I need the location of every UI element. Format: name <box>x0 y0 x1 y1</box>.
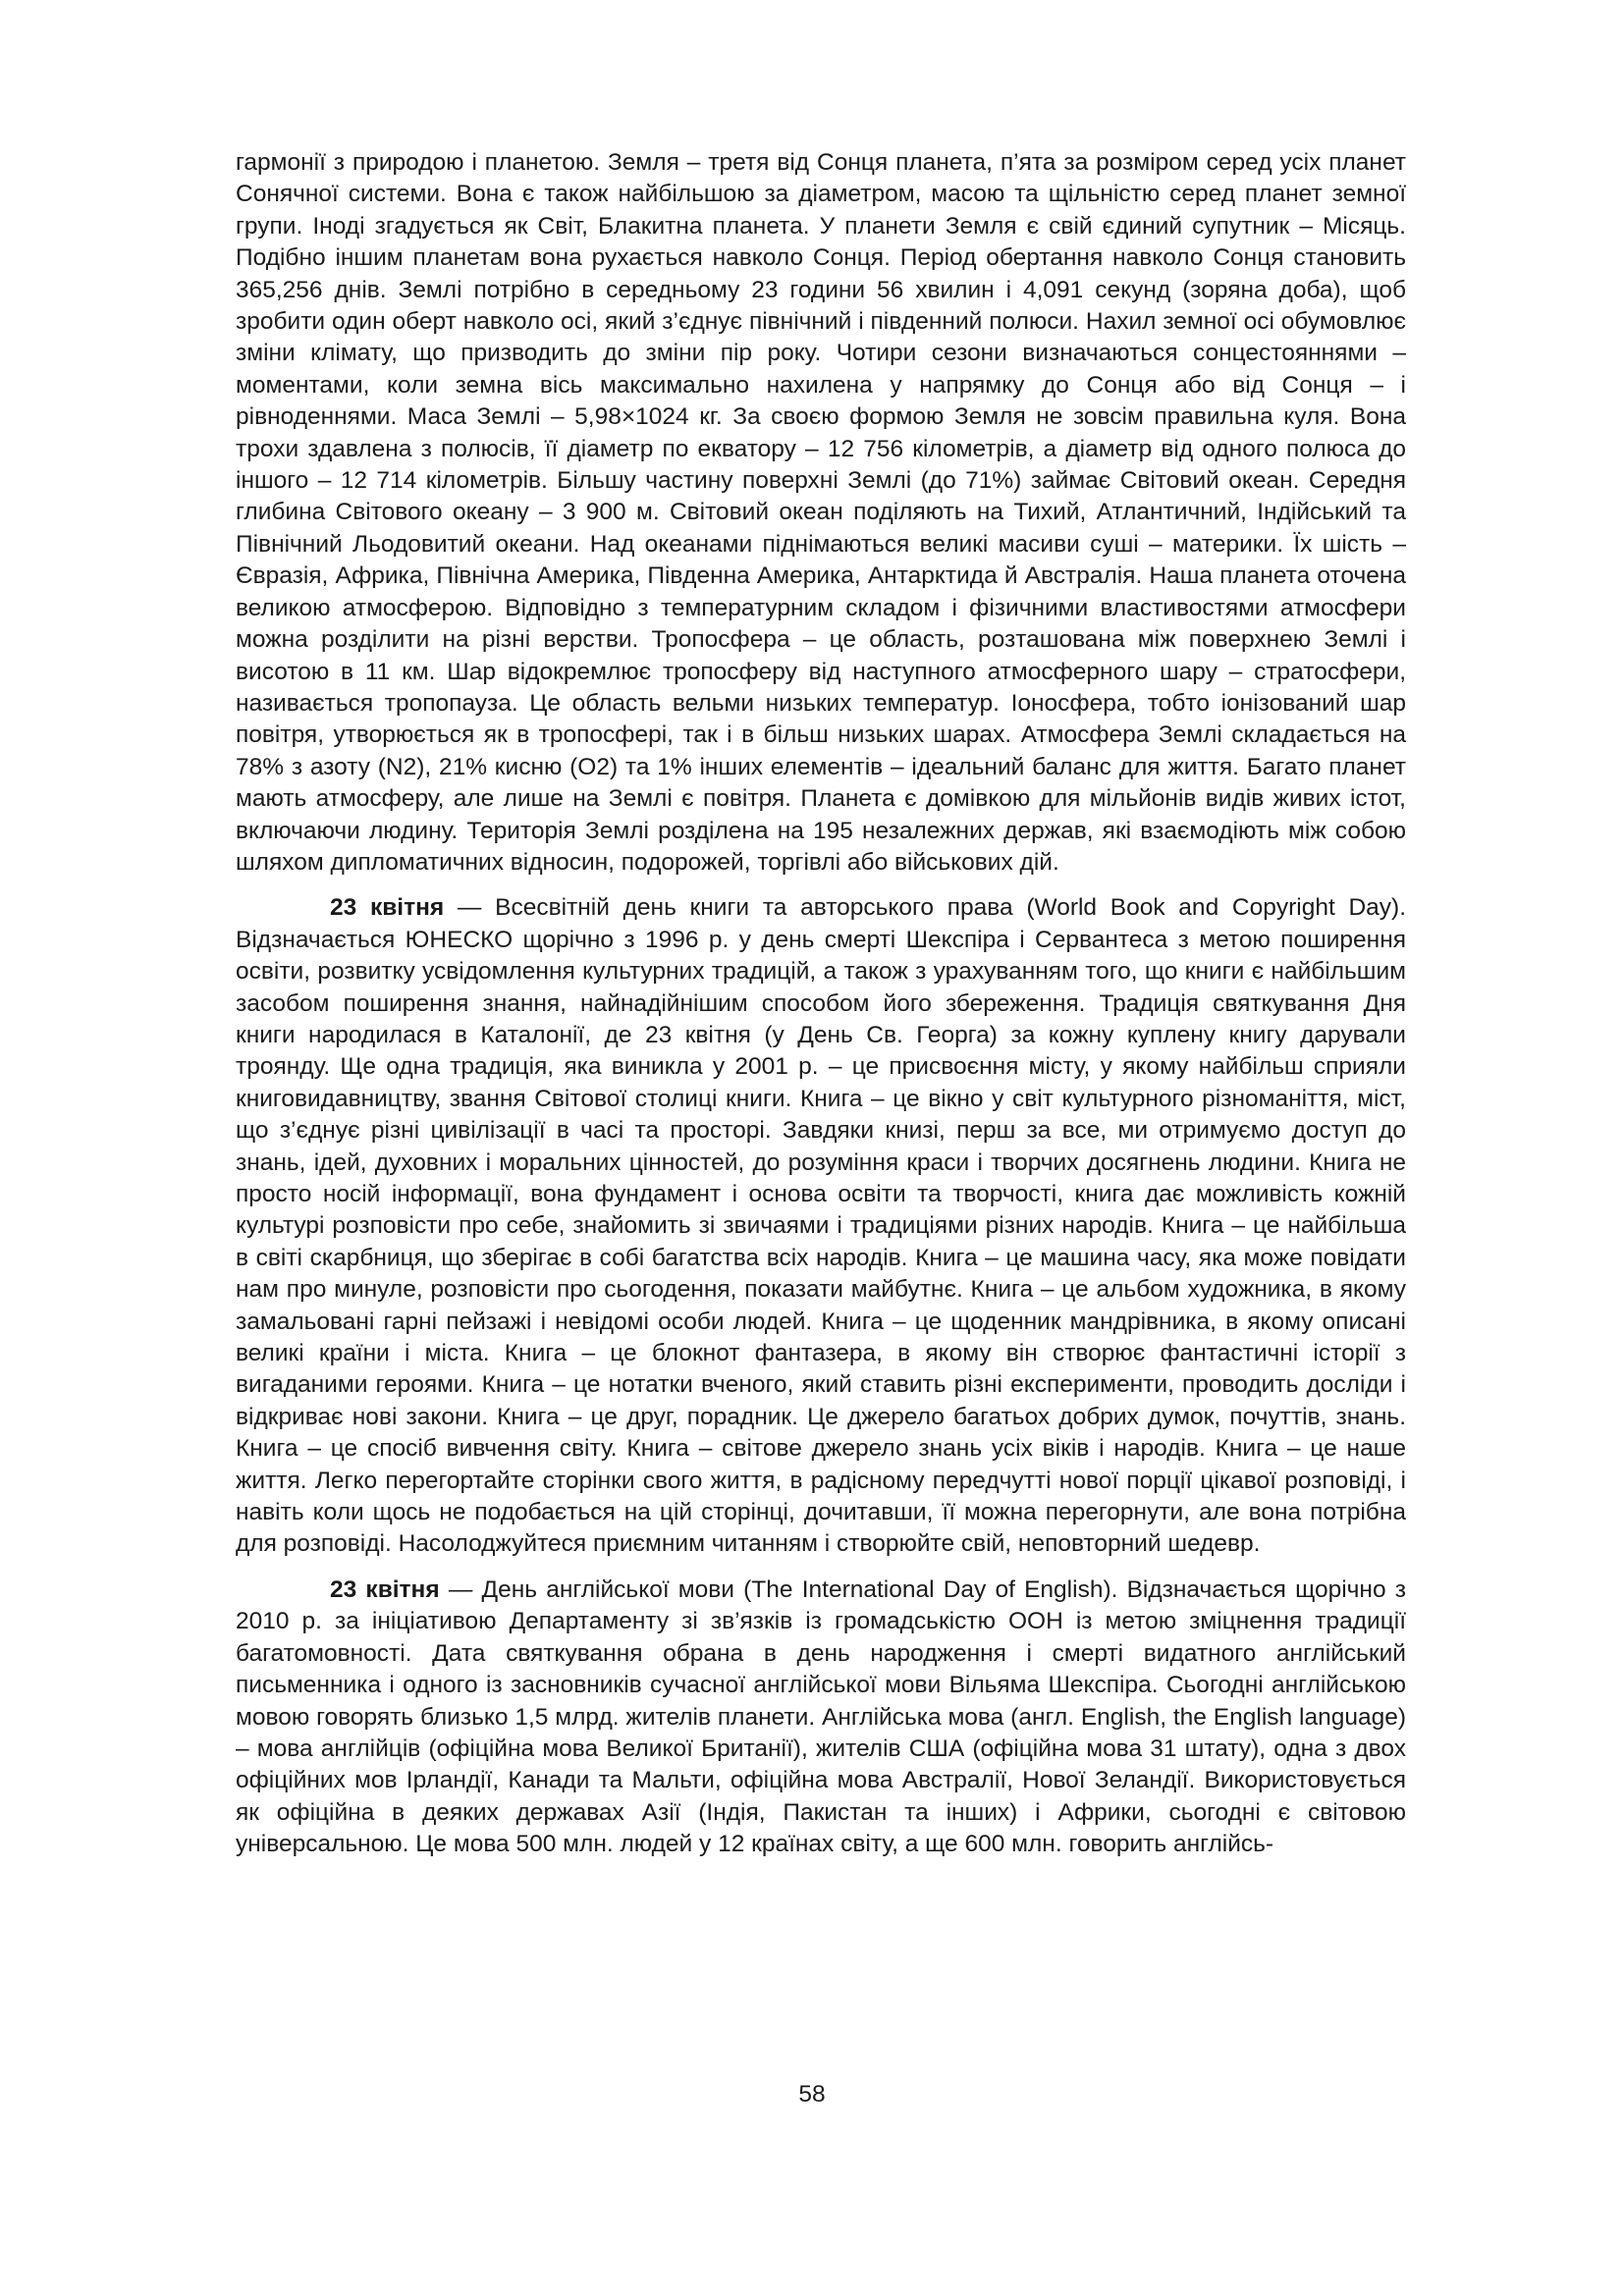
paragraph-earth <box>236 147 1406 879</box>
paragraph-world-book-day-date: 23 квітня <box>330 894 445 922</box>
paragraph-english-day-date: 23 квітня <box>330 1575 440 1603</box>
page-body <box>236 147 1406 1875</box>
paragraph-world-book-day-text: — Всесвітній день книги та авторського права (World Book and Copyright Day). Відзначається ЮНЕСКО щорічно з 1996 р. у день смерті Шекспіра і Сервантеса з метою поширення освіти, розвитку усвідомлення культурних традицій, а також з урахуванням того, що книги є найбільшим засобом поширення знання, найнадійнішим способом його збереження. Традиція святкування Дня книги народилася в Каталонії, де 23 квітня (у День Св. Георга) за кожну куплену книгу дарували троянду. Ще одна традиція, яка виникла у 2001 р. – це присвоєння місту, у якому найбільш сприяли книговидавництву, звання Світової столиці книги. Книга – це вікно у світ культурного різноманіття, міст, що з’єднує різні цивілізації в часі та просторі. Завдяки книзі, перш за все, ми отримуємо доступ до знань, ідей, духовних і моральних цінностей, до розуміння краси і творчих досягнень людини. Книга не просто носій інформації, вона фундамент і основа освіти та творчості, книга дає можливість кожній культурі розповісти про себе, знайомить зі звичаями і традиціями різних народів. Книга – це найбільша в світі скарбниця, що зберігає в собі багатства всіх народів. Книга – це машина часу, яка може повідати нам про минуле, розповісти про сьогодення, показати майбутнє. Книга – це альбом художника, в якому замальовані гарні пейзажі і невідомі особи людей. Книга – це щоденник мандрівника, в якому описані великі країни і міста. Книга – це блокнот фантазера, в якому він створює фантастичні історії з вигаданими героями. Книга – це нотатки вченого, який ставить різні експерименти, проводить досліди і відкриває нові закони. Книга – це друг, порадник. Це джерело багатьох добрих думок, почуттів, знань. Книга – це спосіб вивчення світу. Книга – світове джерело знань усіх віків і народів. Книга – це наше життя. Легко перегортайте сторінки свого життя, в радісному передчутті нової порції цікавої розповіді, і навіть коли щось не подобається на цій сторінці, дочитавши, її можна перегорнути, але вона потрібна для розповіді. Насолоджуйтеся приємним читанням і створюйте свій, неповторний шедевр. <box>236 894 1406 1558</box>
paragraph-world-book-day <box>236 892 1406 1561</box>
paragraph-english-day-text: — День англійської мови (The International Day of English). Відзначається щорічно з 2010 р. за ініціативою Департаменту зі зв’язків із громадськістю ООН із метою зміцнення традиції багатомовності. Дата святкування обрана в день народження і смерті видатного англійський письменника і одного із засновників сучасної англійської мови Вільяма Шекспіра. Сьогодні англійською мовою говорять близько 1,5 млрд. жителів планети. Англійська мова (англ. English, the English language) – мова англійців (офіційна мова Великої Британії), жителів США (офіційна мова 31 штату), одна з двох офіційних мов Ірландії, Канади та Мальти, офіційна мова Австралії, Нової Зеландії. Використовується як офіційна в деяких державах Азії (Індія, Пакистан та інших) і Африки, сьогодні є світовою універсальною. Це мова 500 млн. людей у 12 країнах світу, а ще 600 млн. говорить англійсь- <box>236 1575 1406 1858</box>
page-number: 58 <box>798 2081 826 2108</box>
paragraph-earth-text: гармонії з природою і планетою. Земля – третя від Сонця планета, п’ята за розміром серед усіх планет Сонячної системи. Вона є також найбільшою за діаметром, масою та щільністю серед планет земної групи. Іноді згадується як Світ, Блакитна планета. У планети Земля є свій єдиний супутник – Місяць. Подібно іншим планетам вона рухається навколо Сонця. Період обертання навколо Сонця становить 365,256 днів. Землі потрібно в середньому 23 години 56 хвилин і 4,091 секунд (зоряна доба), щоб зробити один оберт навколо осі, який з’єднує північний і південний полюси. Нахил земної осі обумовлює зміни клімату, що призводить до зміни пір року. Чотири сезони визначаються сонцестояннями – моментами, коли земна вісь максимально нахилена у напрямку до Сонця або від Сонця – і рівноденнями. Маса Землі – 5,98×1024 кг. За своєю формою Земля не зовсім правильна куля. Вона трохи здавлена з полюсів, її діаметр по екватору – 12 756 кілометрів, а діаметр від одного полюса до іншого – 12 714 кілометрів. Більшу частину поверхні Землі (до 71%) займає Світовий океан. Середня глибина Світового океану – 3 900 м. Світовий океан поділяють на Тихий, Атлантичний, Індійський та Північний Льодовитий океани. Над океанами піднімаються великі масиви суші – материки. Їх шість – Євразія, Африка, Північна Америка, Південна Америка, Антарктида й Австралія. Наша планета оточена великою атмосферою. Відповідно з температурним складом і фізичними властивостями атмосфери можна розділити на різні верстви. Тропосфера – це область, розташована між поверхнею Землі і висотою в 11 км. Шар відокремлює тропосферу від наступного атмосферного шару – стратосфери, називається тропопауза. Це область вельми низьких температур. Іоносфера, тобто іонізований шар повітря, утворюється як в тропосфері, так і в більш низьких шарах. Атмосфера Землі складається на 78% з азоту (N2), 21% кисню (O2) та 1% інших елементів – ідеальний баланс для життя. Багато планет мають атмосферу, але лише на Землі є повітря. Планета є домівкою для мільйонів видів живих істот, включаючи людину. Територія Землі розділена на 195 незалежних держав, які взаємодіють між собою шляхом дипломатичних відносин, подорожей, торгівлі або військових дій. <box>236 149 1406 876</box>
paragraph-english-day <box>236 1575 1406 1861</box>
